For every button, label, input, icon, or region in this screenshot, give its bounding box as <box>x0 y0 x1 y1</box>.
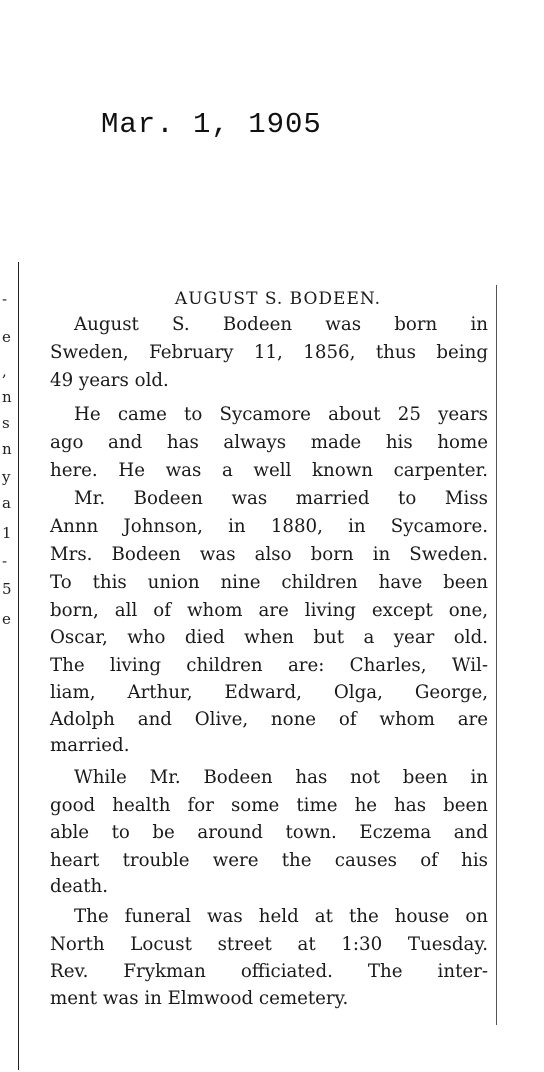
article-line: liam, Arthur, Edward, Olga, George, <box>50 682 488 703</box>
article-line: August S. Bodeen was born in <box>74 314 488 335</box>
article-line: The funeral was held at the house on <box>74 906 488 927</box>
fragment-char: 5 <box>2 580 12 598</box>
column-rule-left <box>18 262 19 1070</box>
article-line: Adolph and Olive, none of whom are <box>50 709 488 730</box>
article-line: born, all of whom are living except one, <box>50 600 488 621</box>
article-line: Mrs. Bodeen was also born in Sweden. <box>50 544 488 565</box>
article-line: 49 years old. <box>50 370 169 391</box>
article-line: To this union nine children have been <box>50 572 488 593</box>
fragment-char: n <box>2 440 12 458</box>
article-line: heart trouble were the causes of his <box>50 850 488 871</box>
fragment-char: e <box>2 328 11 346</box>
article-line: good health for some time he has been <box>50 795 488 816</box>
fragment-char: 1 <box>2 524 12 542</box>
article-line: married. <box>50 735 130 756</box>
fragment-char: n <box>2 388 12 406</box>
article-line: Sweden, February 11, 1856, thus being <box>50 342 488 363</box>
fragment-char: s <box>2 414 10 432</box>
fragment-char: , <box>2 362 7 380</box>
fragment-char: y <box>2 468 11 486</box>
article-line: ment was in Elmwood cemetery. <box>50 988 349 1009</box>
article-line: death. <box>50 876 109 897</box>
fragment-char: - <box>2 552 8 570</box>
article-line: He came to Sycamore about 25 years <box>74 404 488 425</box>
article-line: Mr. Bodeen was married to Miss <box>74 488 488 509</box>
date-stamp: Mar. 1, 1905 <box>101 108 322 141</box>
fragment-char: - <box>2 290 8 308</box>
article-line: While Mr. Bodeen has not been in <box>74 767 488 788</box>
fragment-char: e <box>2 610 11 628</box>
article-line: Oscar, who died when but a year old. <box>50 627 488 648</box>
article-line: Rev. Frykman officiated. The inter- <box>50 961 488 982</box>
article-headline: AUGUST S. BODEEN. <box>174 289 382 309</box>
article-line: able to be around town. Eczema and <box>50 822 488 843</box>
article-line: ago and has always made his home <box>50 432 488 453</box>
article-line: North Locust street at 1:30 Tuesday. <box>50 934 488 955</box>
article-line: Annn Johnson, in 1880, in Sycamore. <box>50 516 488 537</box>
article-line: here. He was a well known carpenter. <box>50 460 488 481</box>
article-line: The living children are: Charles, Wil- <box>50 655 488 676</box>
fragment-char: a <box>2 494 11 512</box>
column-rule-right <box>496 285 497 1025</box>
